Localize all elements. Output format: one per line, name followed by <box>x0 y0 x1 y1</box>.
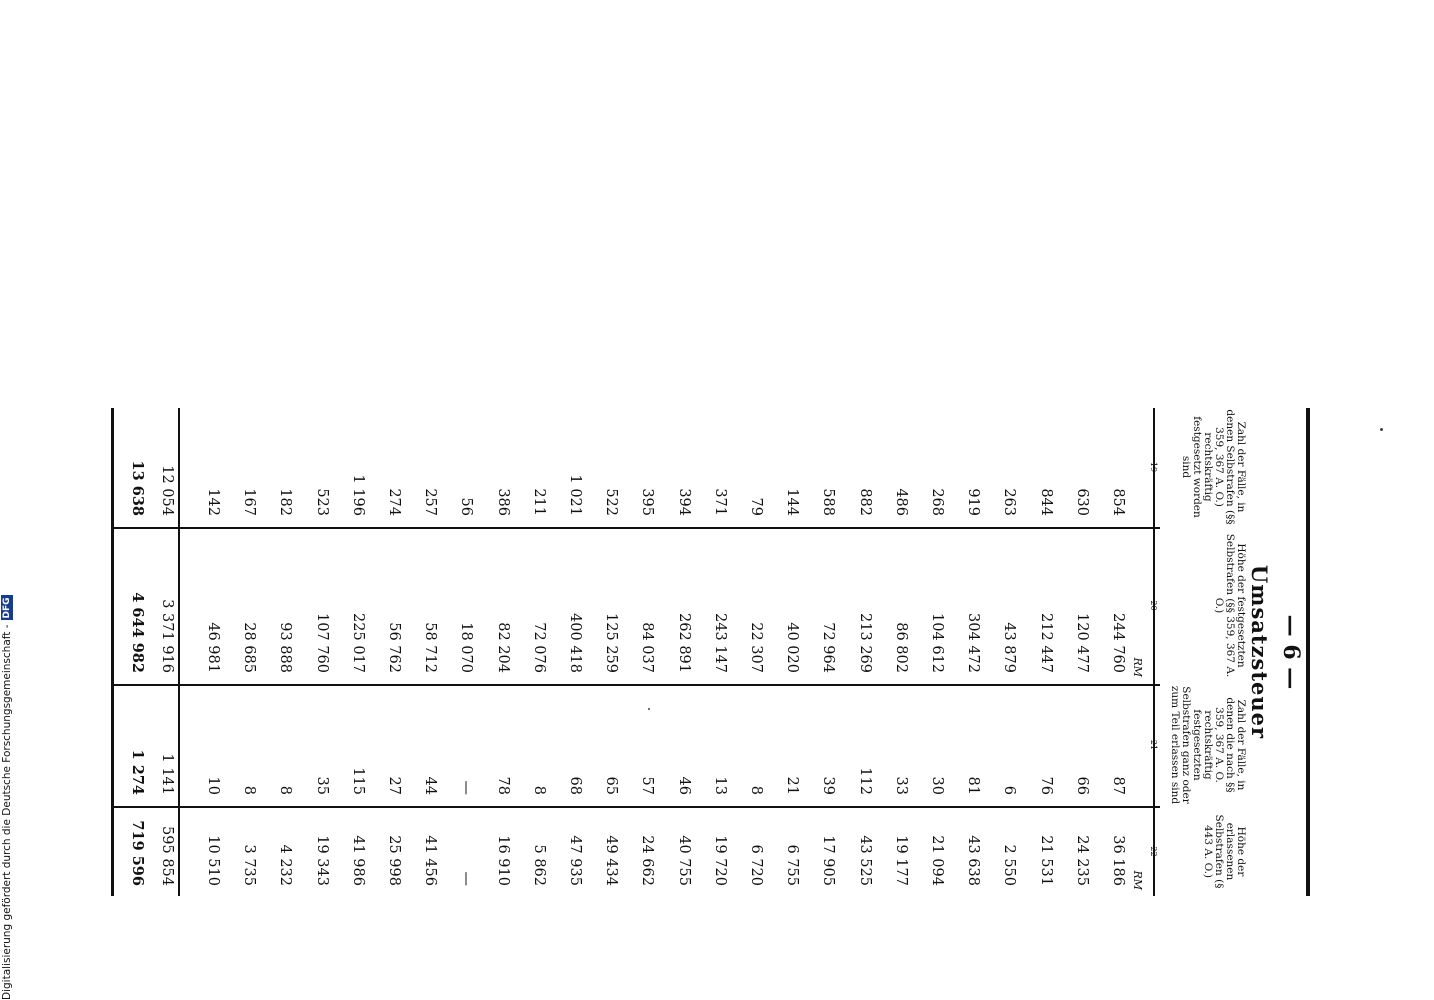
table-row-11-col-2: 22 307 <box>748 622 764 673</box>
table-row-17-col-1: 211 <box>530 488 547 516</box>
table-row-7-col-2: 86 802 <box>892 622 909 673</box>
table-row-15-col-3: 65 <box>603 776 620 795</box>
column-header-1: Zahl der Fälle, in denen Selbstrafen (§§ 359, 367 A. O.) rechtskräftig festgesetzt worden sind <box>1180 409 1247 525</box>
table-row-9-col-1: 588 <box>820 488 837 516</box>
table-row-25-col-3: 8 <box>241 785 258 795</box>
column-unit-2: RM <box>1131 657 1144 677</box>
table-row-2-col-4: 24 235 <box>1073 835 1090 886</box>
table-row-6-col-3: 30 <box>929 776 945 795</box>
table-row-23-col-3: 35 <box>313 776 330 795</box>
table-row-11-col-1: 79 <box>748 497 764 516</box>
table-row-20-col-2: 58 712 <box>422 622 439 673</box>
table-row-13-col-2: 262 891 <box>675 613 692 673</box>
rotated-document <box>90 408 1310 896</box>
table-row-12-col-2: 243 147 <box>711 613 728 673</box>
table-row-4-col-3: 6 <box>1001 785 1018 795</box>
subtotal-row-col-4: 595 854 <box>159 826 175 886</box>
table-row-7-col-4: 19 177 <box>892 835 909 886</box>
table-row-15-col-2: 125 259 <box>603 613 620 673</box>
column-header-4: Höhe der erlassenen Selbstrafen (§ 443 A. O.) <box>1202 814 1247 889</box>
table-row-26-col-1: 142 <box>205 488 221 516</box>
table-row-25-col-1: 167 <box>241 488 258 516</box>
top-rule <box>1306 408 1310 896</box>
table-row-12-col-4: 19 720 <box>711 835 728 886</box>
table-row-9-col-4: 17 905 <box>820 835 837 886</box>
table-row-13-col-4: 40 755 <box>675 835 692 886</box>
table-row-5-col-2: 304 472 <box>965 613 982 673</box>
table-row-1-col-4: 36 186 <box>1110 835 1126 886</box>
table-row-8-col-1: 882 <box>856 488 873 516</box>
table-row-14-col-3: 57 <box>639 776 656 795</box>
table-row-2-col-2: 120 477 <box>1073 613 1090 673</box>
scan-speck <box>648 708 650 710</box>
table-row-21-col-4: 25 998 <box>386 835 402 886</box>
table-row-5-col-1: 919 <box>965 488 982 516</box>
column-number-4: 22 <box>1149 846 1158 857</box>
table-row-3-col-3: 76 <box>1037 776 1054 795</box>
table-row-4-col-1: 263 <box>1001 488 1018 516</box>
table-row-14-col-4: 24 662 <box>639 835 656 886</box>
table-row-8-col-4: 43 525 <box>856 835 873 886</box>
table-row-19-col-3: — <box>458 780 475 795</box>
total-row-col-4: 719 596 <box>129 820 146 886</box>
table-row-10-col-4: 6 755 <box>784 844 801 886</box>
dfg-logo: DFG <box>2 597 12 619</box>
subtotal-rule <box>178 408 180 896</box>
column-header-2: Höhe der festgesetzten Selbstrafen (§§ 359, 367 A. O.) <box>1213 533 1247 678</box>
table-row-23-col-4: 19 343 <box>313 835 330 886</box>
table-row-24-col-1: 182 <box>277 488 294 516</box>
page-number: — 6 — <box>1278 614 1304 690</box>
table-row-1-col-3: 87 <box>1110 776 1126 795</box>
table-row-20-col-4: 41 456 <box>422 835 439 886</box>
table-row-2-col-3: 66 <box>1073 776 1090 795</box>
table-row-18-col-2: 82 204 <box>494 622 511 673</box>
table-row-3-col-4: 21 531 <box>1037 835 1054 886</box>
digitization-text: Digitalisierung gefördert durch die Deutsche Forschungsgemeinschaft - <box>1 624 13 1000</box>
table-row-23-col-1: 523 <box>313 488 330 516</box>
table-row-21-col-1: 274 <box>386 488 402 516</box>
table-row-15-col-1: 522 <box>603 488 620 516</box>
table-row-8-col-2: 213 269 <box>856 613 873 673</box>
table-row-16-col-2: 400 418 <box>567 613 583 673</box>
table-row-16-col-1: 1 021 <box>567 474 583 516</box>
table-row-21-col-3: 27 <box>386 776 402 795</box>
table-row-10-col-3: 21 <box>784 776 801 795</box>
table-row-18-col-3: 78 <box>494 776 511 795</box>
table-row-5-col-3: 81 <box>965 776 982 795</box>
table-row-26-col-3: 10 <box>205 776 221 795</box>
total-row-col-3: 1 274 <box>129 749 146 795</box>
bottom-rule <box>111 408 114 896</box>
table-row-19-col-4: — <box>458 871 475 886</box>
table-row-24-col-4: 4 232 <box>277 844 294 886</box>
table-row-12-col-1: 371 <box>711 488 728 516</box>
table-row-26-col-4: 10 510 <box>205 835 221 886</box>
column-unit-4: RM <box>1131 870 1144 890</box>
table-row-7-col-1: 486 <box>892 488 909 516</box>
table-row-10-col-2: 40 020 <box>784 622 801 673</box>
table-row-22-col-2: 225 017 <box>349 613 366 673</box>
table-row-5-col-4: 43 638 <box>965 835 982 886</box>
table-row-9-col-3: 39 <box>820 776 837 795</box>
table-row-3-col-1: 844 <box>1037 488 1054 516</box>
column-number-3: 21 <box>1149 739 1158 751</box>
table-title: Umsatzsteuer <box>1247 564 1272 740</box>
table-row-20-col-3: 44 <box>422 776 439 795</box>
table-row-18-col-4: 16 910 <box>494 835 511 886</box>
table-row-17-col-4: 5 862 <box>530 844 547 886</box>
table-row-25-col-2: 28 685 <box>241 622 258 673</box>
table-row-1-col-2: 244 760 <box>1110 613 1126 673</box>
table-row-6-col-1: 268 <box>929 488 945 516</box>
column-number-1: 19 <box>1149 461 1158 473</box>
table-row-6-col-2: 104 612 <box>929 613 945 673</box>
table-row-13-col-3: 46 <box>675 776 692 795</box>
table-row-25-col-4: 3 735 <box>241 844 258 886</box>
table-row-16-col-3: 68 <box>567 776 583 795</box>
table-row-11-col-3: 8 <box>748 785 764 795</box>
table-row-22-col-4: 41 986 <box>349 835 366 886</box>
subtotal-row-col-2: 3 371 916 <box>159 599 175 673</box>
table-row-15-col-4: 49 434 <box>603 835 620 886</box>
table-row-4-col-4: 2 550 <box>1001 844 1018 886</box>
table-row-20-col-1: 257 <box>422 488 439 516</box>
table-row-19-col-2: 18 070 <box>458 622 475 673</box>
column-number-2: 20 <box>1149 600 1158 611</box>
table-row-12-col-3: 13 <box>711 776 728 795</box>
table-row-10-col-1: 144 <box>784 488 801 516</box>
table-row-24-col-3: 8 <box>277 785 294 795</box>
table-row-7-col-3: 33 <box>892 776 909 795</box>
table-row-6-col-4: 21 094 <box>929 835 945 886</box>
table-row-4-col-2: 43 879 <box>1001 622 1018 673</box>
table-row-2-col-1: 630 <box>1073 488 1090 516</box>
table-row-26-col-2: 46 981 <box>205 622 221 673</box>
subtotal-row-col-3: 1 141 <box>159 753 175 795</box>
digitization-note <box>0 597 14 1000</box>
table-row-16-col-4: 47 935 <box>567 835 583 886</box>
table-row-1-col-1: 854 <box>1110 488 1126 516</box>
table-row-18-col-1: 386 <box>494 488 511 516</box>
table-row-22-col-1: 1 196 <box>349 474 366 516</box>
table-row-11-col-4: 6 720 <box>748 844 764 886</box>
table-row-19-col-1: 56 <box>458 497 475 516</box>
table-row-14-col-2: 84 037 <box>639 622 656 673</box>
table-row-8-col-3: 112 <box>856 767 873 795</box>
table-row-21-col-2: 56 762 <box>386 622 402 673</box>
subtotal-row-col-1: 12 054 <box>159 465 175 516</box>
column-header-3: Zahl der Fälle, in denen die nach §§ 359, 367 A. O. rechtskräftig festgesetzten Selbstrafen ganz oder zum Teil erlassen sind <box>1169 685 1247 805</box>
table-row-22-col-3: 115 <box>349 767 366 795</box>
table-row-17-col-3: 8 <box>530 785 547 795</box>
total-row-col-1: 13 638 <box>129 460 146 516</box>
table-row-23-col-2: 107 760 <box>313 613 330 673</box>
table-row-3-col-2: 212 447 <box>1037 613 1054 673</box>
table-row-17-col-2: 72 076 <box>530 622 547 673</box>
table-row-24-col-2: 93 888 <box>277 622 294 673</box>
total-row-col-2: 4 644 982 <box>129 592 146 673</box>
table-row-14-col-1: 395 <box>639 488 656 516</box>
scan-speck <box>1380 428 1383 431</box>
table-row-13-col-1: 394 <box>675 488 692 516</box>
table-row-9-col-2: 72 964 <box>820 622 837 673</box>
